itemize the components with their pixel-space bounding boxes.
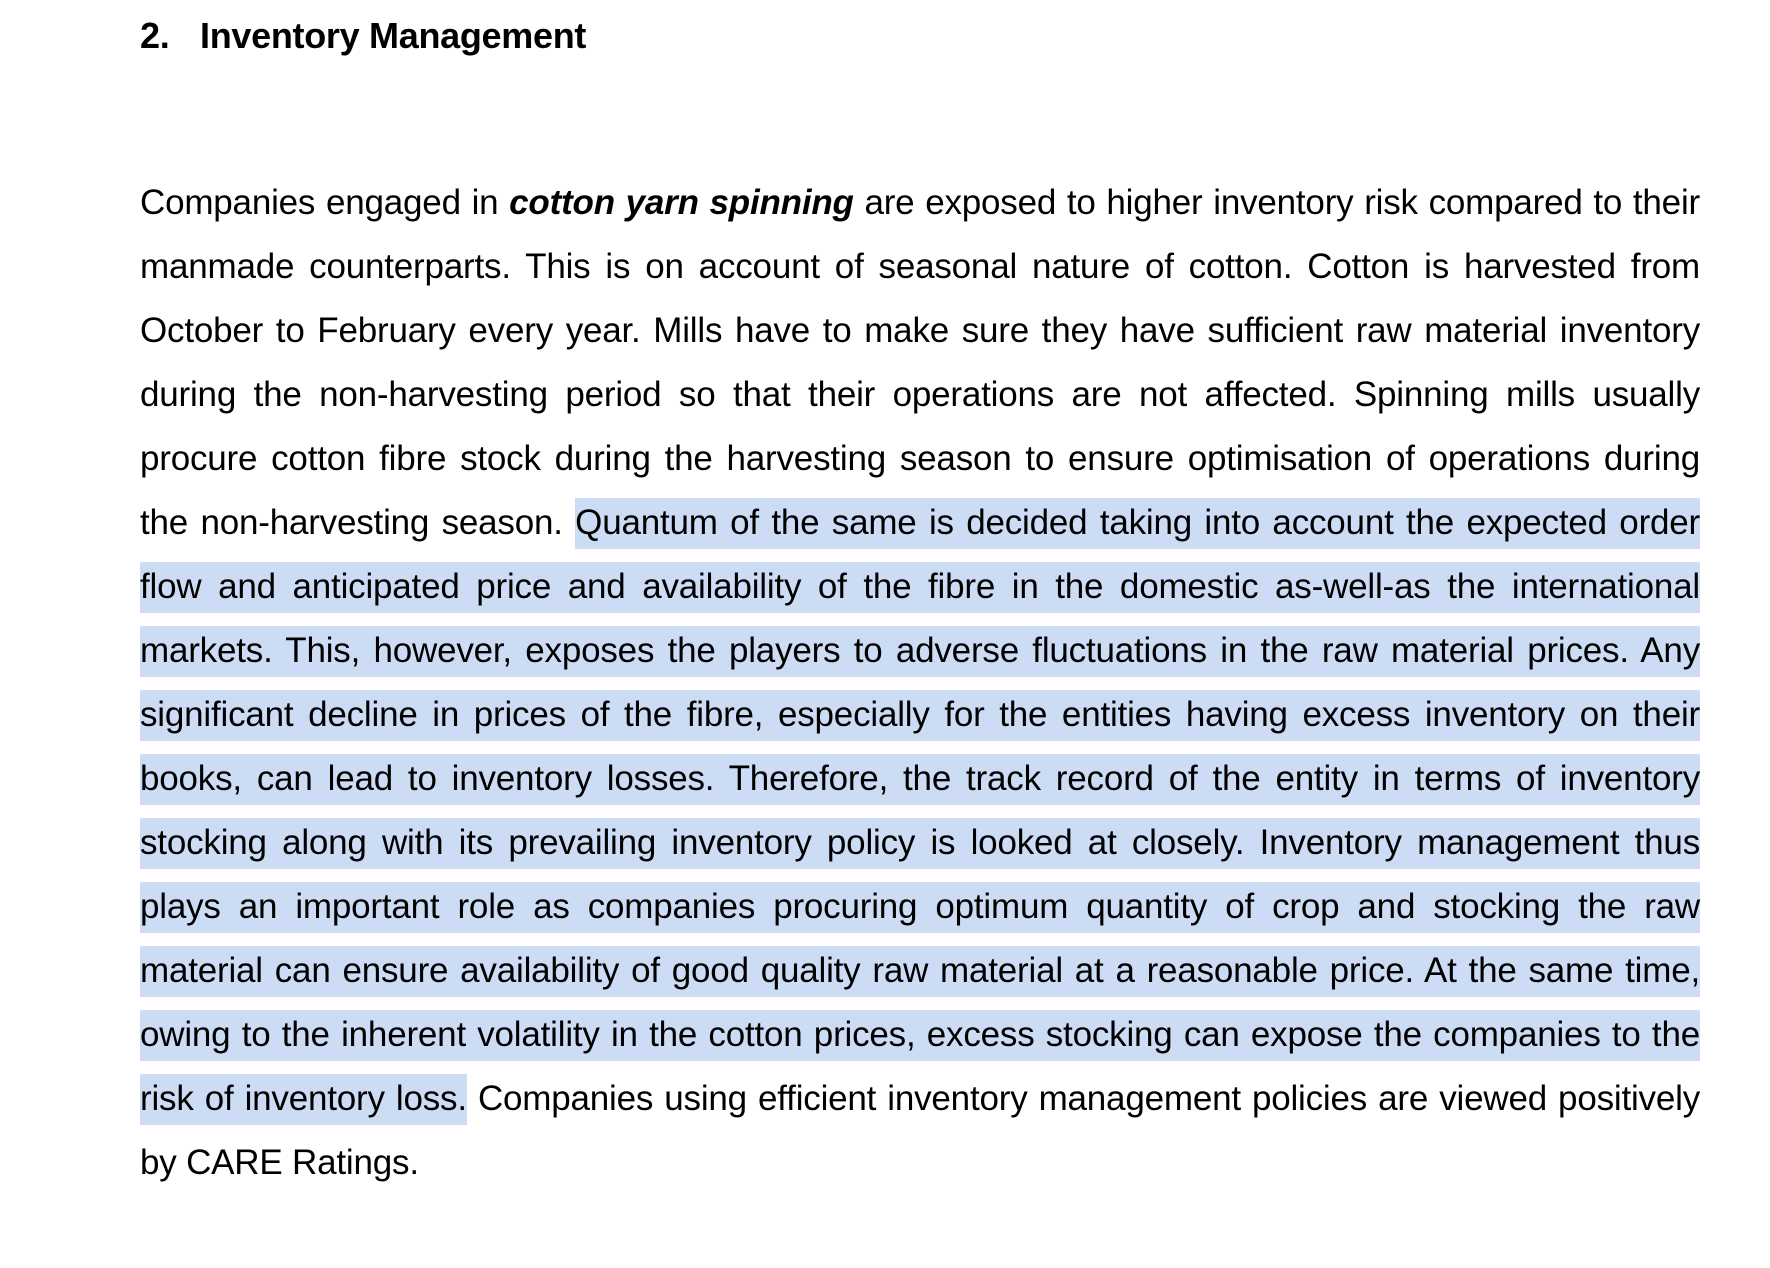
section-heading xyxy=(140,12,586,60)
paragraph-intro-text: Companies engaged in xyxy=(140,183,510,222)
section-number: 2. xyxy=(140,15,170,56)
paragraph-context-text: are exposed to higher inventory risk compared to their manmade counterparts. This is on account of seasonal nature of cotton. Cotton is harvested from October to February every year. Mills have to make sure they have sufficient raw material inventory during the non-harvesting period so that their operations are not affected. Spinning mills usually procure cotton fibre stock during the harvesting season to ensure optimisation of operations during the non-harvesting season. xyxy=(140,183,1700,542)
selected-text-highlight[interactable]: Quantum of the same is decided taking into account the expected order flow and anticipated price and availability of the fibre in the domestic as-well-as the international markets. This, however, exposes the players to adverse fluctuations in the raw material prices. Any significant decline in prices of the fibre, especially for the entities having excess inventory on their books, can lead to inventory losses. Therefore, the track record of the entity in terms of inventory stocking along with its prevailing inventory policy is looked at closely. Inventory management thus plays an important role as companies procuring optimum quantity of crop and stocking the raw material can ensure availability of good quality raw material at a reasonable price. At the same time, owing to the inherent volatility in the cotton prices, excess stocking can expose the companies to the risk of inventory loss. xyxy=(140,498,1700,1125)
paragraph-closing-text: Companies using efficient inventory management policies are viewed positively by CARE Ratings. xyxy=(140,1079,1700,1182)
body-paragraph[interactable] xyxy=(140,171,1700,1195)
section-title: Inventory Management xyxy=(200,15,587,56)
emphasized-phrase: cotton yarn spinning xyxy=(509,183,854,222)
